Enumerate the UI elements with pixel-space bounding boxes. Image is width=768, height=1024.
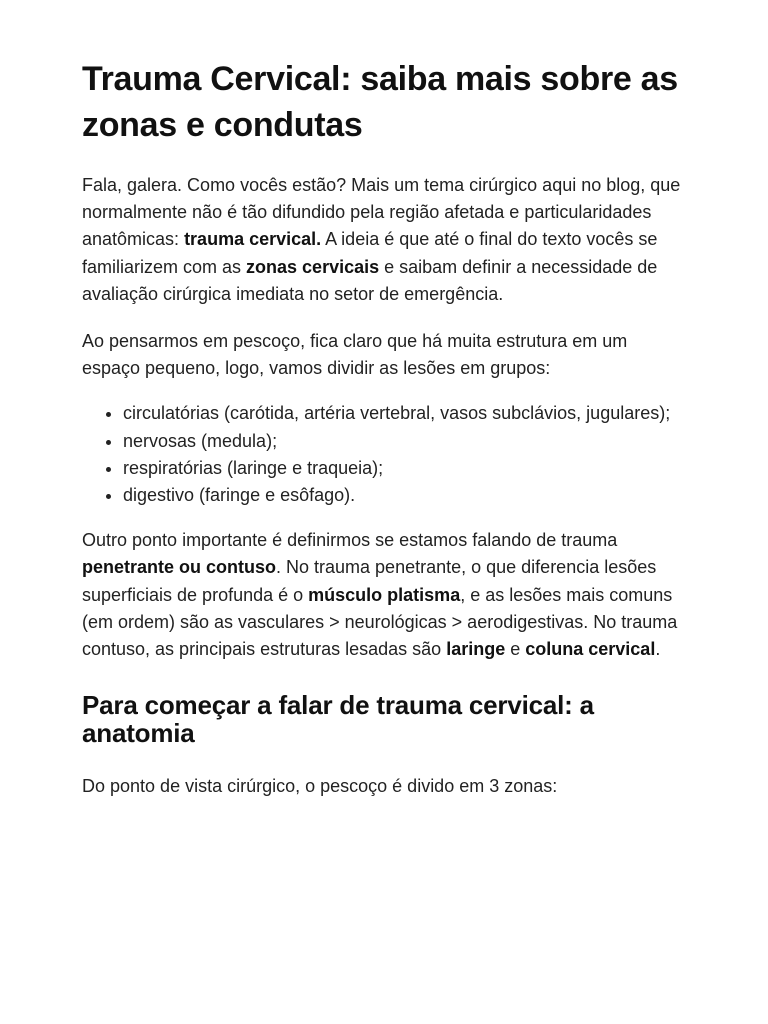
intro-paragraph bbox=[82, 172, 686, 308]
intro-text-3: e saibam definir a necessidade de avaliação cirúrgica imediata no setor de emergência. bbox=[82, 256, 658, 304]
intro-bold-zonas-cervicais: zonas cervicais bbox=[246, 256, 380, 277]
p3-bold-musculo-platisma: músculo platisma bbox=[308, 584, 461, 605]
list-item: • nervosas (medula); bbox=[123, 428, 686, 455]
page-title: Trauma Cervical: saiba mais sobre as zonas e condutas bbox=[82, 60, 678, 144]
list-item: • circulatórias (carótida, artéria vertebral, vasos subclávios, jugulares); bbox=[123, 400, 686, 427]
paragraph-lesion-groups: Ao pensarmos em pescoço, fica claro que há muita estrutura em um espaço pequeno, logo, vamos dividir as lesões em grupos: bbox=[82, 331, 628, 379]
paragraph-trauma-types bbox=[82, 527, 686, 663]
p3-text-3: , e as lesões mais comuns (em ordem) são as vasculares > neurológicas > aerodigestivas. No trauma contuso, as principais estruturas lesadas são bbox=[82, 584, 678, 660]
list-item: • respiratórias (laringe e traqueia); bbox=[123, 455, 686, 482]
lesion-groups-list bbox=[82, 400, 686, 509]
p3-bold-coluna-cervical: coluna cervical bbox=[525, 639, 656, 660]
intro-bold-trauma-cervical: trauma cervical. bbox=[184, 229, 322, 250]
intro-text-1: Fala, galera. Como vocês estão? Mais um tema cirúrgico aqui no blog, que normalmente não é tão difundido pela região afetada e particularidades anatômicas: bbox=[82, 175, 681, 250]
p3-bold-penetrante-contuso: penetrante ou contuso bbox=[82, 557, 277, 578]
p3-text-4: e bbox=[505, 639, 526, 660]
p3-text-2: . No trauma penetrante, o que diferencia lesões superficiais de profunda é o bbox=[82, 557, 657, 605]
intro-text-2: A ideia é que até o final do texto vocês se familiarizem com as bbox=[82, 229, 658, 277]
p3-bold-laringe: laringe bbox=[446, 639, 506, 660]
list-item: • digestivo (faringe e esôfago). bbox=[123, 482, 686, 509]
p3-text-1: Outro ponto importante é definirmos se estamos falando de trauma bbox=[82, 530, 618, 551]
paragraph-zones: Do ponto de vista cirúrgico, o pescoço é divido em 3 zonas: bbox=[82, 776, 558, 797]
p3-text-5: . bbox=[655, 639, 661, 660]
section-heading-anatomia: Para começar a falar de trauma cervical: a anatomia bbox=[82, 690, 594, 749]
